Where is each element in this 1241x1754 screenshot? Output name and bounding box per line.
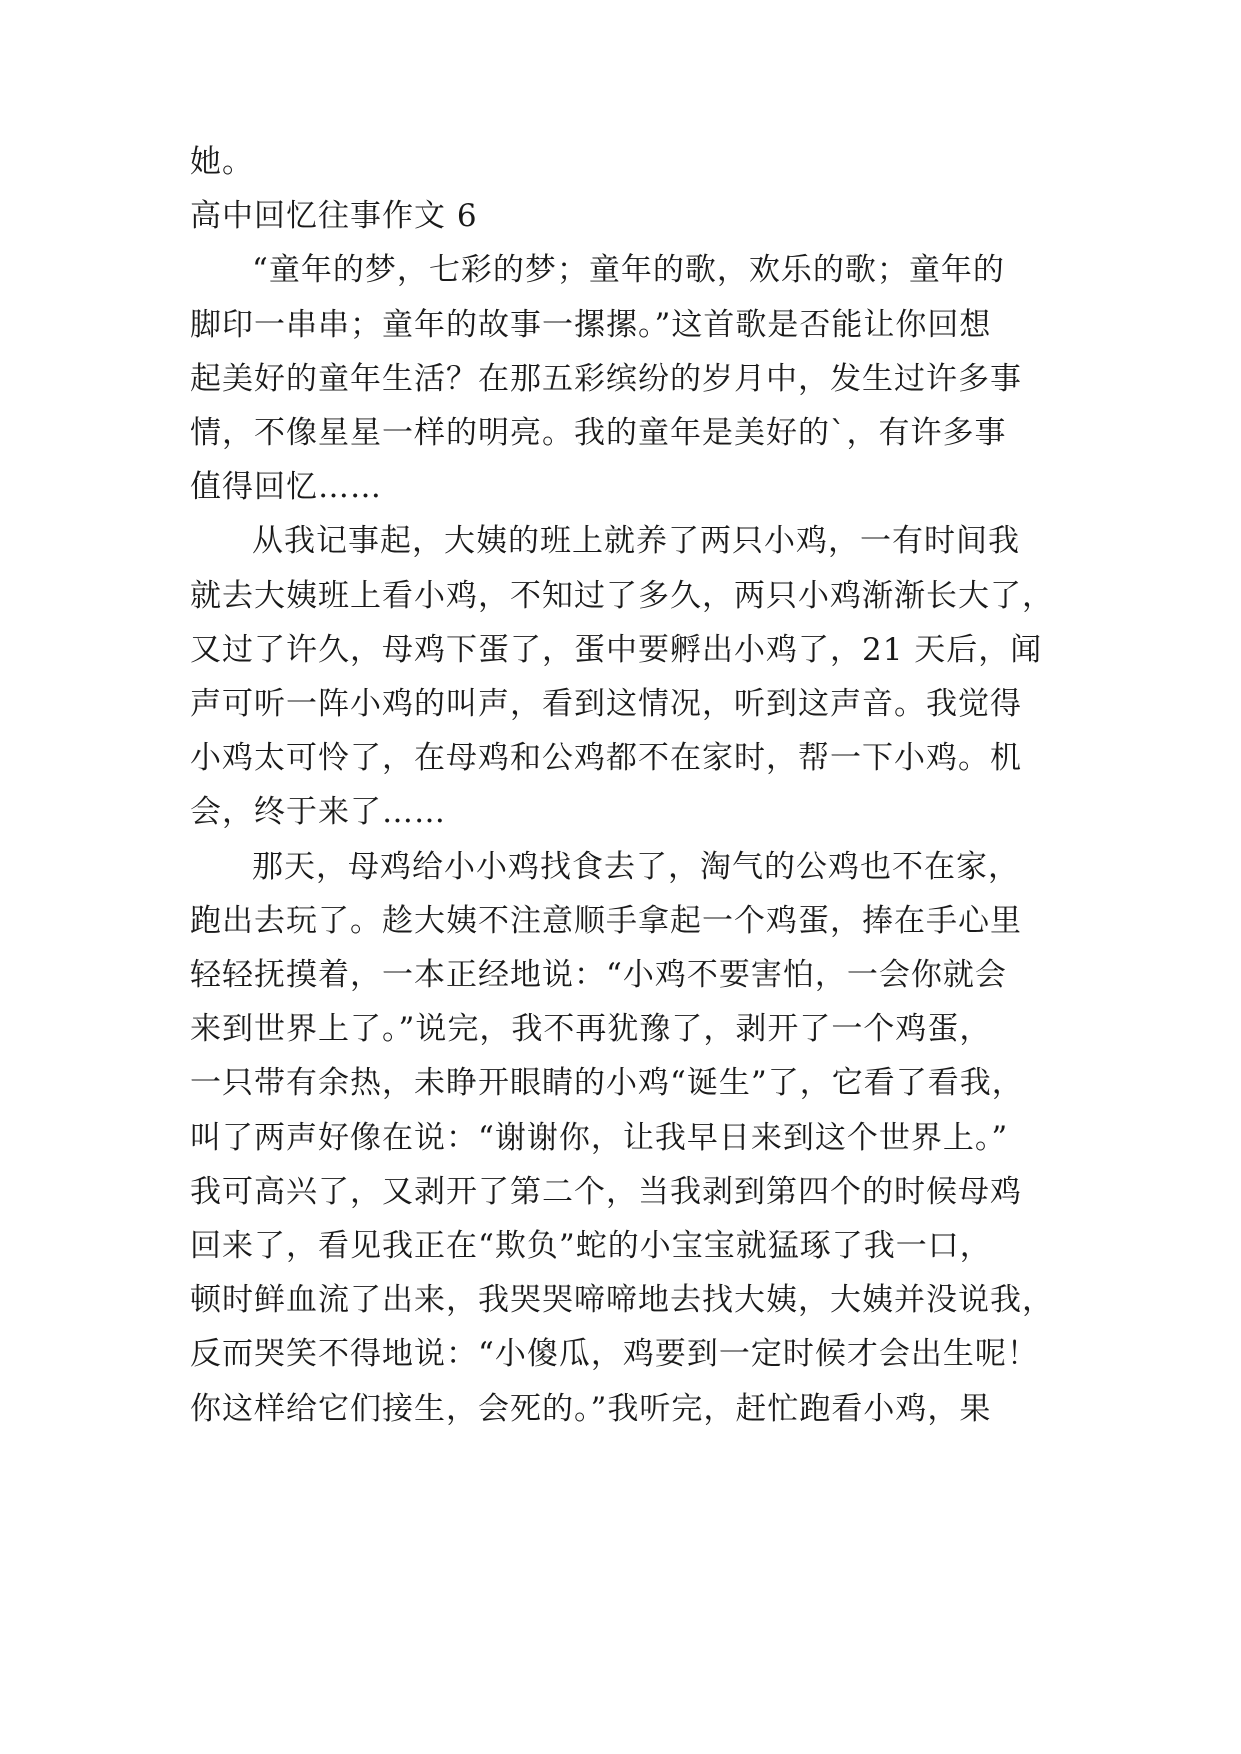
text-line: 那天，母鸡给小小鸡找食去了，淘气的公鸡也不在家，: [252, 849, 1020, 885]
text-line: 回来了，看见我正在“欺负”蛇的小宝宝就猛琢了我一口，: [190, 1228, 992, 1264]
text-line: 轻轻抚摸着，一本正经地说：“小鸡不要害怕，一会你就会: [190, 957, 1007, 993]
text-line: 小鸡太可怜了，在母鸡和公鸡都不在家时，帮一下小鸡。机: [190, 740, 1022, 776]
section-heading: 高中回忆往事作文 6: [190, 198, 478, 234]
text-line: 来到世界上了。”说完，我不再犹豫了，剥开了一个鸡蛋，: [190, 1011, 992, 1047]
text-line: 情，不像星星一样的明亮。我的童年是美好的`，有许多事: [190, 415, 1007, 451]
text-line: 声可听一阵小鸡的叫声，看到这情况，听到这声音。我觉得: [190, 686, 1022, 722]
text-line: 脚印一串串；童年的故事一摞摞。”这首歌是否能让你回想: [190, 307, 992, 343]
text-line: 起美好的童年生活？在那五彩缤纷的岁月中，发生过许多事: [190, 361, 1022, 397]
text-line: 我可高兴了，又剥开了第二个，当我剥到第四个的时候母鸡: [190, 1174, 1022, 1210]
text-line: 反而哭笑不得地说：“小傻瓜，鸡要到一定时候才会出生呢！: [190, 1336, 1039, 1372]
text-line: 一只带有余热，未睁开眼睛的小鸡“诞生”了，它看了看我，: [190, 1065, 1024, 1101]
text-line: 叫了两声好像在说：“谢谢你，让我早日来到这个世界上。”: [190, 1120, 1009, 1156]
text-line: 顿时鲜血流了出来，我哭哭啼啼地去找大姨，大姨并没说我，: [190, 1282, 1054, 1318]
text-line: 会，终于来了……: [190, 794, 446, 830]
text-line: 跑出去玩了。趁大姨不注意顺手拿起一个鸡蛋，捧在手心里: [190, 903, 1022, 939]
text-line: 她。: [190, 144, 254, 180]
text-line: 从我记事起，大姨的班上就养了两只小鸡，一有时间我: [252, 523, 1020, 559]
text-line: 又过了许久，母鸡下蛋了，蛋中要孵出小鸡了，21 天后，闻: [190, 632, 1043, 668]
text-line: 你这样给它们接生，会死的。”我听完，赶忙跑看小鸡，果: [190, 1391, 992, 1427]
text-line: 值得回忆……: [190, 469, 382, 505]
text-line: 就去大姨班上看小鸡，不知过了多久，两只小鸡渐渐长大了，: [190, 578, 1054, 614]
text-line: “童年的梦，七彩的梦；童年的歌，欢乐的歌；童年的: [252, 252, 1005, 288]
